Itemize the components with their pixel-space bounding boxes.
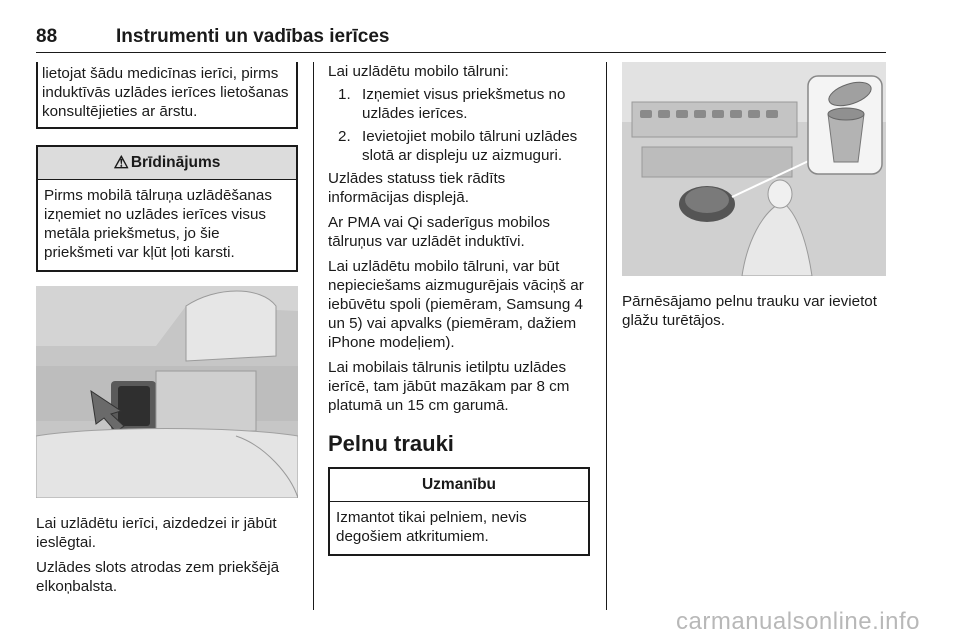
column-divider-2 [606,62,607,610]
ashtray-section-title: Pelnu trauki [328,431,454,456]
medical-device-note-box [36,62,298,129]
page-number: 88 [36,26,58,47]
notice-title: Uzmanību [421,476,497,493]
charging-status-note: Uzlādes statuss tiek rādīts informācijas displejā. [328,170,506,206]
step-text: Izņemiet visus priekšmetus no uzlādes ierīces. [362,86,566,122]
column-2 [328,62,590,556]
ashtray-figure [622,62,886,276]
charging-slot-illustration [36,286,298,498]
list-item [328,85,590,123]
phone-size-note: Lai mobilais tālrunis ietilptu uzlādes ierīcē, tam jābūt mazākam par 8 cm platumā un 15 cm garumā. [328,359,570,414]
step-number: 2. [338,128,351,145]
coil-cover-note: Lai uzlādētu mobilo tālruni, var būt nepieciešams aizmugurējais vāciņš ar iebūvētu spoli (piemēram, Samsung 4 un 5) vai apvalks (piemēram, dažiem iPhone modeļiem). [328,258,584,351]
pma-qi-note: Ar PMA vai Qi saderīgus mobilos tālruņus var uzlādēt induktīvi. [328,214,550,250]
warning-triangle-icon: ⚠ [113,153,129,172]
notice-body: Izmantot tikai pelniem, nevis degošiem atkritumiem. [336,509,527,545]
step-number: 1. [338,86,351,103]
warning-body: Pirms mobilā tālruņa uzlādēšanas izņemiet no uzlādes ierīces visus metāla priekšmetus, jo šie priekšmeti var kļūt ļoti karsti. [44,187,272,261]
warning-title: Brīdinājums [130,154,221,171]
ashtray-illustration [622,62,886,276]
ashtray-caption: Pārnēsājamo pelnu trauku var ievietot glāžu turētājos. [622,293,877,329]
page-title: Instrumenti un vadības ierīces [116,26,390,47]
warning-header [38,147,296,180]
warning-box [36,145,298,272]
page-header [36,22,886,53]
watermark: carmanualsonline.info [676,608,920,635]
notice-box [328,467,590,556]
charging-slot-figure [36,286,298,498]
charging-steps-intro: Lai uzlādētu mobilo tālruni: [328,63,509,80]
slot-location-note: Uzlādes slots atrodas zem priekšējā elkoņbalsta. [36,559,280,595]
column-1 [36,62,298,596]
step-text: Ievietojiet mobilo tālruni uzlādes slotā ar displeju uz aizmuguri. [362,128,578,164]
notice-header [330,469,588,502]
list-item [328,127,590,165]
ignition-note: Lai uzlādētu ierīci, aizdedzei ir jābūt ieslēgtai. [36,515,277,551]
column-3 [622,62,886,330]
charging-steps-list [328,85,590,165]
medical-device-note-text: lietojat šādu medicīnas ierīci, pirms induktīvās uzlādes ierīces lietošanas konsultējieties ar ārstu. [42,65,289,120]
column-divider-1 [313,62,314,610]
